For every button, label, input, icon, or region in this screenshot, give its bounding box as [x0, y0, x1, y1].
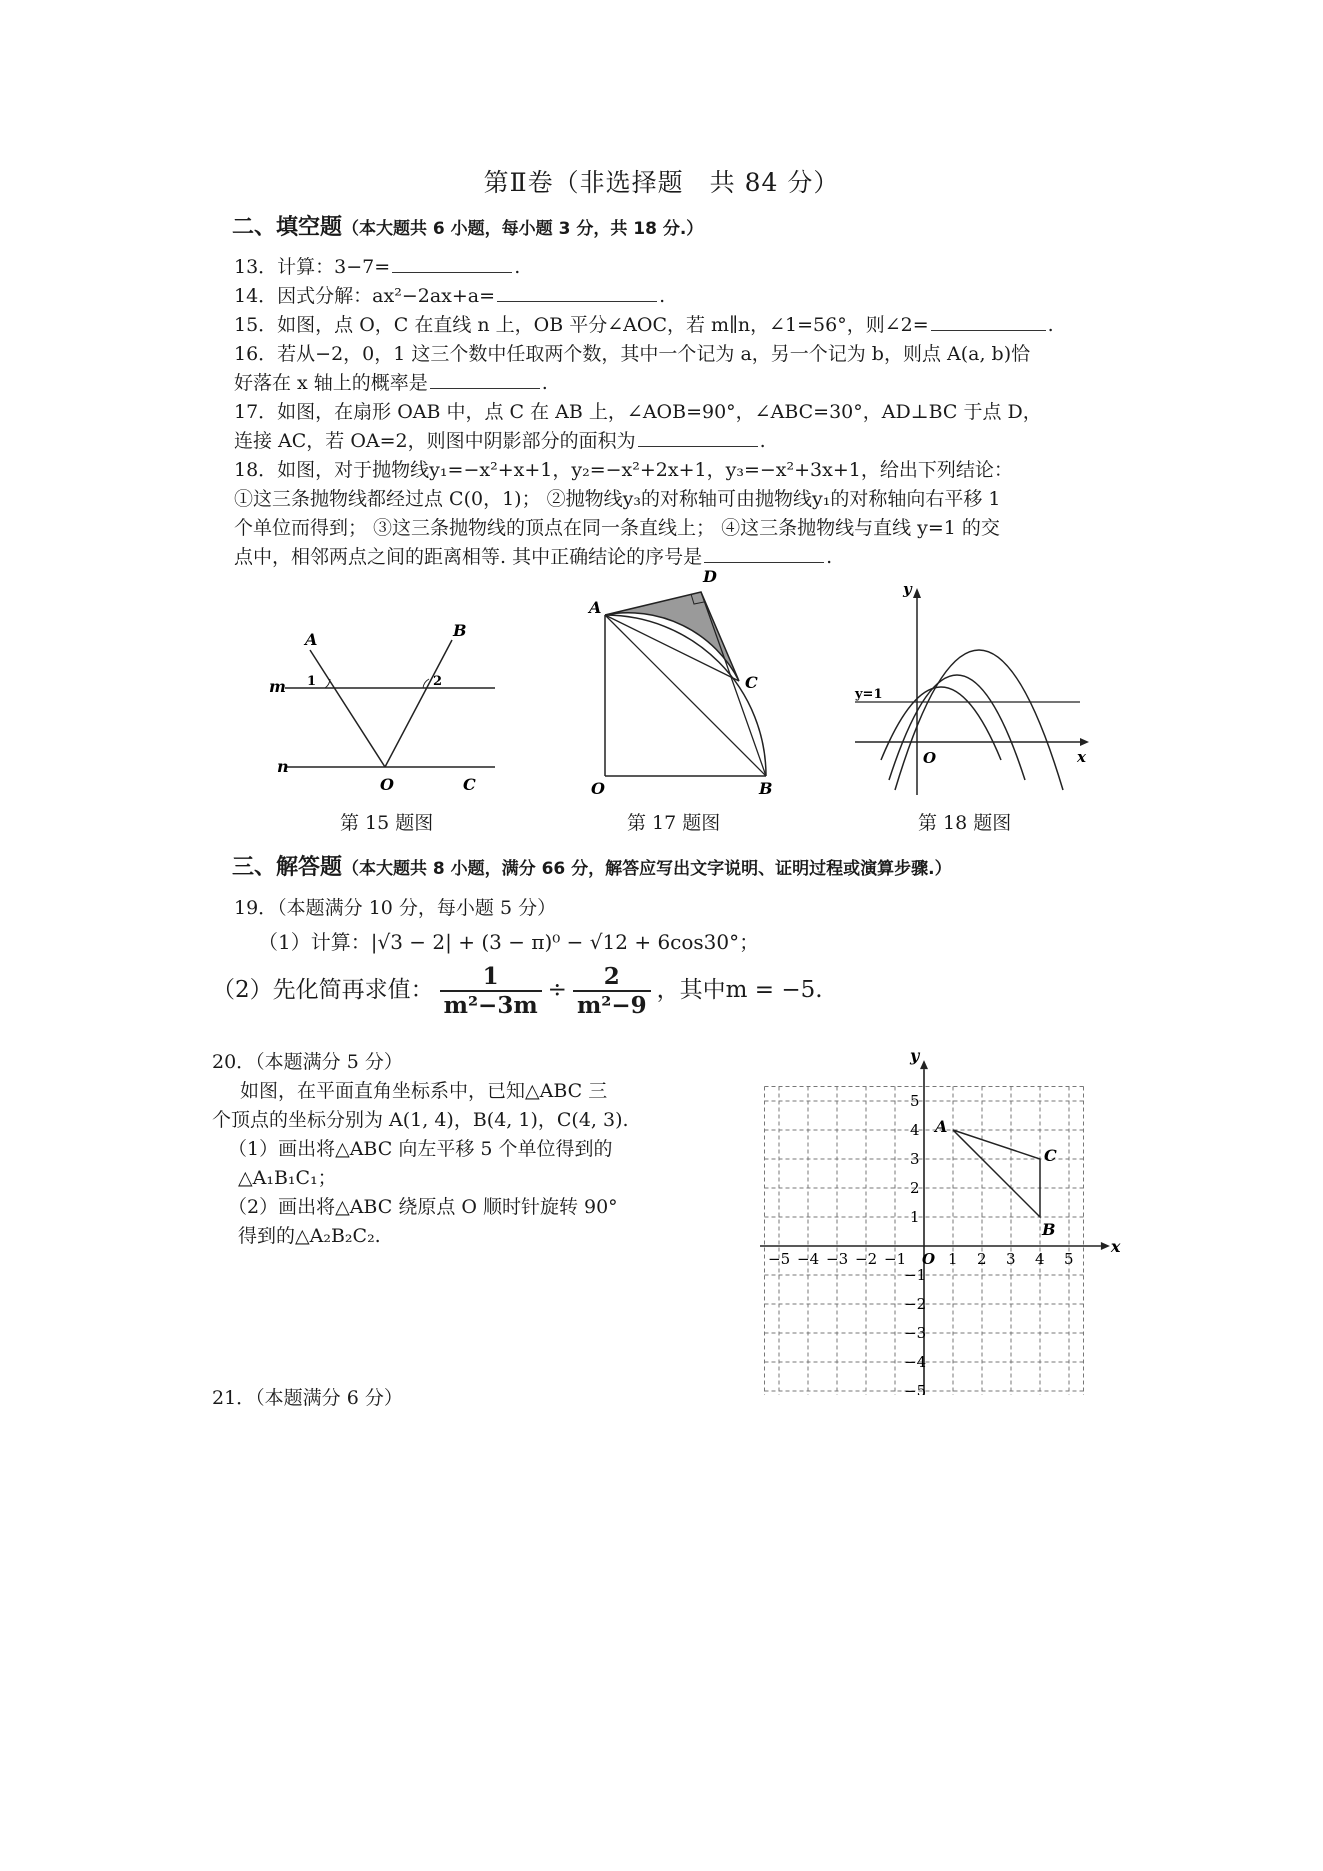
point-A-label: A: [935, 1117, 948, 1136]
question-13: 13．计算：3−7= .: [234, 256, 521, 278]
question-20-line-5: （2）画出将△ABC 绕原点 O 顺时针旋转 90°: [228, 1196, 618, 1218]
question-20-line-4: △A₁B₁C₁；: [238, 1167, 337, 1189]
question-14: 14．因式分解：ax²−2ax+a= .: [234, 285, 666, 307]
x-tick-label: −1: [884, 1250, 907, 1268]
segment-AB: [605, 615, 766, 776]
question-20-line-1: 如图，在平面直角坐标系中，已知△ABC 三: [240, 1080, 608, 1102]
section-2-title: 二、填空题: [232, 215, 343, 240]
label-x: x: [1077, 748, 1086, 766]
label-A: A: [305, 630, 318, 649]
parabola-y2: [889, 675, 1025, 780]
section-2-note: （本大题共 6 小题，每小题 3 分，共 18 分.）: [342, 219, 704, 239]
part-title: 第Ⅱ卷（非选择题 共 84 分）: [483, 168, 840, 197]
figure-17: [585, 568, 785, 798]
answer-blank-17[interactable]: [638, 428, 758, 447]
answer-blank-13[interactable]: [392, 254, 512, 273]
question-21-heading: 21．（本题满分 6 分）: [212, 1387, 403, 1409]
origin-label: O: [922, 1250, 936, 1268]
question-18-line-3: 个单位而得到； ③这三条抛物线的顶点在同一条直线上； ④这三条抛物线与直线 y=1 的交: [234, 517, 1000, 539]
question-19-part-2: [212, 963, 823, 1019]
x-tick-label: 4: [1035, 1250, 1045, 1268]
question-19-part-1: （1）计算：|√3 − 2| + (3 − π)⁰ − √12 + 6cos30°；: [258, 930, 760, 954]
x-tick-label: −5: [768, 1250, 791, 1268]
question-20-line-3: （1）画出将△ABC 向左平移 5 个单位得到的: [228, 1138, 613, 1160]
y-tick-label: −2: [904, 1295, 927, 1313]
question-16-text: 好落在 x 轴上的概率是: [234, 372, 428, 394]
section-3-heading: [232, 850, 952, 881]
question-14-text: 14．因式分解：ax²−2ax+a=: [234, 285, 496, 307]
label-O: O: [591, 779, 605, 798]
label-angle-1: 1: [307, 674, 317, 689]
x-tick-label: 3: [1006, 1250, 1016, 1268]
x-tick-label: −3: [826, 1250, 849, 1268]
fraction-1: [440, 963, 542, 1019]
y-tick-label: 1: [910, 1208, 920, 1226]
x-axis-arrow: [1101, 1242, 1110, 1250]
question-18-line-1: 18．如图，对于抛物线y₁=−x²+x+1，y₂=−x²+2x+1，y₃=−x²+3x+1，给出下列结论：: [234, 459, 1013, 481]
y-arrow: [913, 588, 921, 598]
x-tick-label: 2: [977, 1250, 987, 1268]
parabola-y1: [881, 687, 1001, 760]
label-C: C: [463, 775, 476, 794]
label-D: D: [703, 568, 717, 586]
answer-blank-14[interactable]: [497, 283, 657, 302]
fraction-2-denominator: m²−9: [573, 990, 651, 1019]
coordinate-grid: [760, 1050, 1130, 1395]
fraction-2: [573, 963, 651, 1019]
y-tick-label: 5: [910, 1092, 920, 1110]
question-16-line-1: 16．若从−2，0，1 这三个数中任取两个数，其中一个记为 a，另一个记为 b，则点 A(a, b)恰: [234, 343, 1031, 365]
y-tick-label: −4: [904, 1353, 927, 1371]
question-20-line-6: 得到的△A₂B₂C₂.: [238, 1225, 381, 1247]
question-17-line-1: 17．如图，在扇形 OAB 中，点 C 在 AB 上，∠AOB=90°，∠ABC=30°，AD⊥BC 于点 D，: [234, 401, 1042, 423]
y-tick-label: −5: [904, 1382, 927, 1395]
question-18-text: 点中，相邻两点之间的距离相等. 其中正确结论的序号是: [234, 546, 703, 568]
fraction-2-numerator: 2: [603, 963, 620, 990]
shaded-region: [605, 592, 739, 681]
figure-15: [255, 620, 515, 800]
label-angle-2: 2: [433, 674, 443, 689]
figure-18-caption: 第 18 题图: [918, 812, 1012, 834]
y-tick-label: −1: [904, 1266, 927, 1284]
section-3-note: （本大题共 8 小题，满分 66 分，解答应写出文字说明、证明过程或演算步骤.）: [342, 859, 952, 879]
answer-blank-16[interactable]: [430, 370, 540, 389]
answer-blank-18[interactable]: [704, 544, 824, 563]
ray-OB: [385, 640, 452, 767]
y-tick-label: 3: [910, 1150, 920, 1168]
fraction-1-numerator: 1: [482, 963, 499, 990]
label-m: m: [269, 677, 286, 696]
y-axis-label: y: [910, 1050, 920, 1066]
answer-blank-15[interactable]: [931, 312, 1046, 331]
x-arrow: [1080, 738, 1089, 746]
figure-15-caption: 第 15 题图: [340, 812, 434, 834]
question-17-line-2: 连接 AC，若 OA=2，则图中阴影部分的面积为 .: [234, 430, 766, 452]
question-19-heading: 19．（本题满分 10 分，每小题 5 分）: [234, 897, 557, 919]
label-O: O: [923, 749, 937, 767]
x-tick-label: 1: [948, 1250, 958, 1268]
figure-17-caption: 第 17 题图: [627, 812, 721, 834]
question-17-text: 连接 AC，若 OA=2，则图中阴影部分的面积为: [234, 430, 636, 452]
y-axis-arrow: [920, 1060, 928, 1069]
question-20-line-2: 个顶点的坐标分别为 A(1, 4)，B(4, 1)，C(4, 3).: [212, 1109, 629, 1131]
point-C-label: C: [1044, 1146, 1057, 1165]
label-B: B: [453, 621, 467, 640]
label-B: B: [759, 779, 773, 798]
point-B-label: B: [1042, 1220, 1056, 1239]
question-15: 15．如图，点 O，C 在直线 n 上，OB 平分∠AOC，若 m∥n，∠1=56°，则∠2= .: [234, 314, 1054, 336]
question-19-part-2-prefix: （2）先化简再求值：: [212, 977, 434, 1003]
triangle-ABC: [953, 1130, 1040, 1217]
x-tick-label: −2: [855, 1250, 878, 1268]
question-18-line-2: ①这三条抛物线都经过点 C(0，1)； ②抛物线y₃的对称轴可由抛物线y₁的对称轴向右平移 1: [234, 488, 1001, 510]
label-y: y: [903, 580, 912, 598]
question-20-heading: 20．（本题满分 5 分）: [212, 1051, 403, 1073]
ray-OA: [310, 650, 385, 767]
question-15-text: 15．如图，点 O，C 在直线 n 上，OB 平分∠AOC，若 m∥n，∠1=56°，则∠2=: [234, 314, 929, 336]
section-2-heading: [232, 210, 703, 241]
division-sign: ÷: [547, 977, 567, 1003]
label-O: O: [380, 775, 394, 794]
parabola-y3: [895, 650, 1063, 790]
section-3-title: 三、解答题: [232, 855, 343, 880]
question-19-part-2-suffix: ，其中m = −5.: [656, 977, 823, 1003]
fraction-1-denominator: m²−3m: [440, 990, 542, 1019]
label-C: C: [745, 673, 758, 692]
question-13-text: 13．计算：3−7=: [234, 256, 391, 278]
label-A: A: [589, 598, 602, 617]
y-tick-label: 2: [910, 1179, 920, 1197]
y-tick-label: 4: [910, 1121, 920, 1139]
question-16-line-2: 好落在 x 轴上的概率是 .: [234, 372, 548, 394]
figure-18: [845, 580, 1095, 805]
x-tick-label: 5: [1064, 1250, 1074, 1268]
question-18-line-4: 点中，相邻两点之间的距离相等. 其中正确结论的序号是 .: [234, 546, 833, 568]
label-y1: y=1: [855, 687, 883, 702]
x-tick-label: −4: [797, 1250, 820, 1268]
x-axis-label: x: [1110, 1237, 1121, 1256]
y-tick-label: −3: [904, 1324, 927, 1342]
label-n: n: [277, 757, 289, 776]
